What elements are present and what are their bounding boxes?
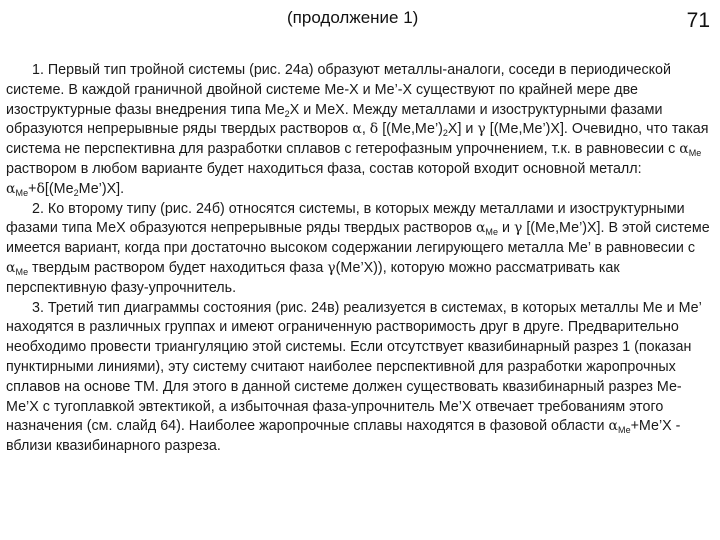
paragraph-3: 3. Третий тип диаграммы состояния (рис. 24в) реализуется в системах, в которых металлы Ме и Ме’ находятся в различных группах и имеют ограниченную растворимость друг в друге. Предварительно необходимо провести триангуляцию этой системы. Если отсутствует квазибинарный разрез 1 (показан пунктирными линиями), эту систему считают наиболее перспективной для разработки жаропрочных сплавов на основе ТМ. Для этого в данной системе должен существовать квазибинарный разрез Ме-Ме’Х с тугоплавкой эвтектикой, а избыточная фаза-упрочнитель Ме’Х отвечает требованиям этого назначения (см. слайд 64). Наиболее жаропрочные сплавы находятся в фазовой области $\alpha_{Ме}+Ме’Х$ - вблизи квазибинарного разреза. bbox=[6, 299, 702, 455]
gamma-symbol: γ bbox=[477, 121, 486, 138]
page-number: 71 bbox=[686, 9, 710, 32]
continuation-label: (продолжение 1) bbox=[287, 8, 419, 27]
paragraph-2: 2. Ко второму типу (рис. 24б) относятся системы, в которых между металлами и изоструктурными фазами типа МеХ образуются непрерывные ряды твердых растворов $\alpha_{Ме}$ и γ [(Ме,Ме’)Х]. В этой системе имеется вариант, когда при достаточно высоком содержании легирующего металла Ме’ в равновесии с $\alpha_{Ме}$ твердым раствором будет находиться фаза γ(Ме’Х)), которую можно рассматривать как перспективную фазу-упрочнитель. bbox=[6, 200, 710, 296]
alpha-symbol: α bbox=[6, 180, 16, 197]
paragraph-1: 1. Первый тип тройной системы (рис. 24а) образуют металлы-аналоги, соседи в периодической системе. В каждой граничной двойной системе Ме-Х и Ме’-Х существуют по крайней мере две изоструктурные фазы внедрения типа $Ме_2Х$ и МеХ. Между металлами и изоструктурными фазами образуются непрерывные ряды твердых растворов α, δ $[(Ме,Ме’)_2Х]$ и γ [(Ме,Ме’)Х]. Очевидно, что такая система не перспективна для разработки сплавов с гетерофазным упрочнением, т.к. в равновесии с $\alpha_{Ме}$ раствором в любом варианте будет находиться фаза, состав которой входит основной металл: $\alpha_{Ме}+\delta[(Ме_2Ме’)Х]$. bbox=[6, 62, 709, 198]
alpha-symbol: α bbox=[679, 141, 689, 158]
gamma-symbol: γ bbox=[513, 220, 523, 237]
delta-symbol: δ bbox=[369, 121, 379, 138]
delta-symbol: δ bbox=[36, 180, 45, 197]
slide-header bbox=[0, 6, 720, 34]
alpha-symbol: α bbox=[608, 418, 618, 435]
alpha-symbol: α bbox=[6, 259, 16, 276]
body-text bbox=[6, 61, 712, 457]
alpha-symbol: α bbox=[475, 220, 486, 237]
alpha-symbol: α bbox=[352, 121, 362, 138]
gamma-symbol: γ bbox=[327, 259, 336, 276]
